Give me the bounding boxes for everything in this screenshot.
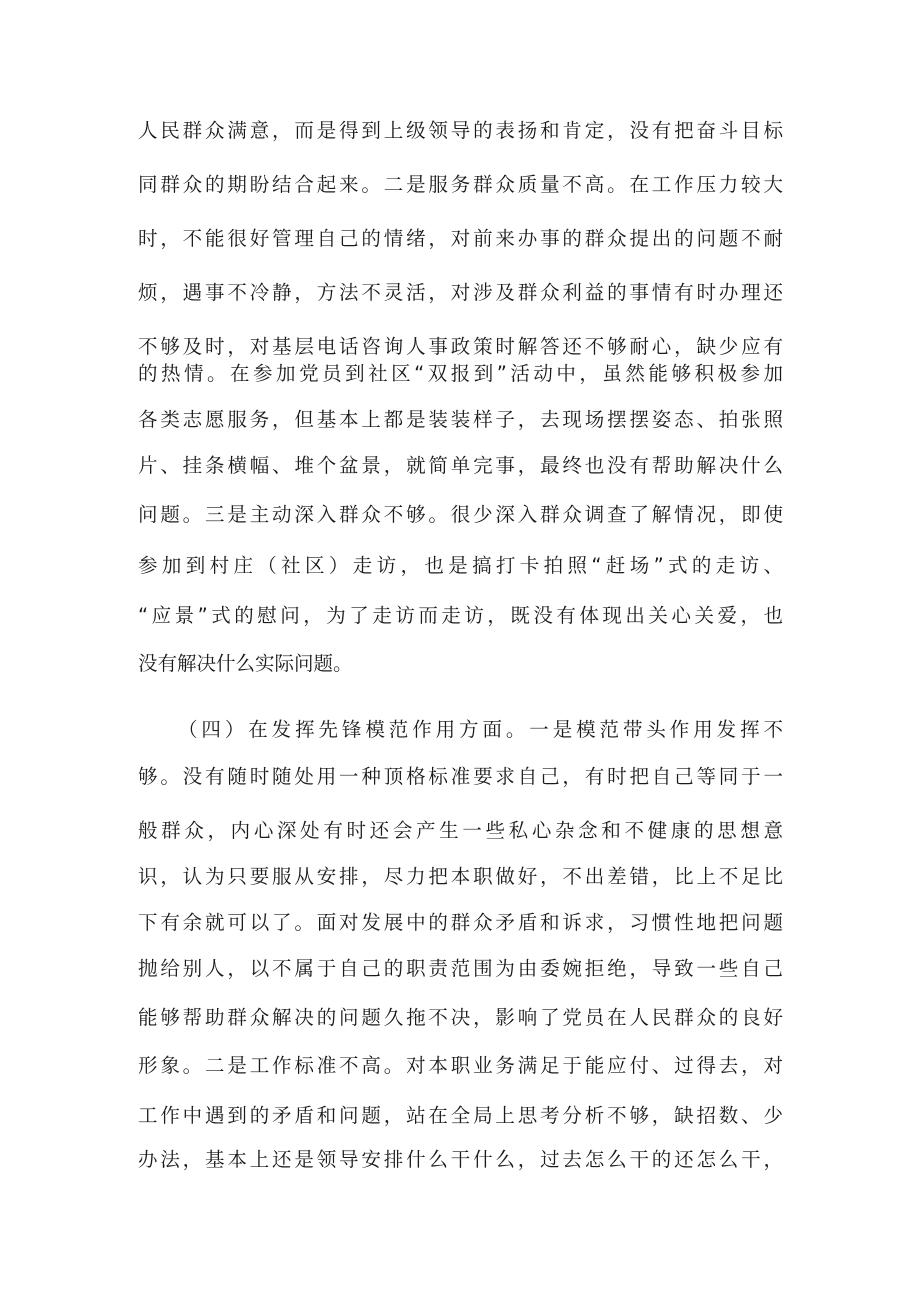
- text-line-1: 人民群众满意，而是得到上级领导的表扬和肯定，没有把奋斗目标: [138, 119, 783, 142]
- text-line-4: 烦，遇事不冷静，方法不灵活，对涉及群众利益的事情有时办理还: [138, 281, 783, 304]
- text-line-11: “应景”式的慰问，为了走访而走访，既没有体现出关心关爱，也: [138, 604, 783, 627]
- text-line-9: 问题。三是主动深入群众不够。很少深入群众调查了解情况，即使: [138, 503, 783, 526]
- text-line-12: 没有解决什么实际问题。: [138, 652, 353, 675]
- text-line-7: 各类志愿服务，但基本上都是装装样子，去现场摆摆姿态、拍张照: [138, 408, 783, 431]
- text-line-3: 时，不能很好管理自己的情绪，对前来办事的群众提出的问题不耐: [138, 227, 783, 250]
- text-line-15: 般群众，内心深处有时还会产生一些私心杂念和不健康的思想意: [138, 819, 783, 842]
- text-line-6: 的热情。在参加党员到社区“双报到”活动中，虽然能够积极参加: [138, 362, 783, 385]
- text-line-10: 参加到村庄（社区）走访，也是搞打卡拍照“赶场”式的走访、: [138, 554, 783, 577]
- text-line-5: 不够及时，对基层电话咨询人事政策时解答还不够耐心，缺少应有: [138, 335, 783, 358]
- text-line-14: 够。没有随时随处用一种顶格标准要求自己，有时把自己等同于一: [138, 765, 783, 788]
- text-line-19: 能够帮助群众解决的问题久拖不决，影响了党员在人民群众的良好: [138, 1006, 783, 1029]
- text-line-16: 识，认为只要服从安排，尽力把本职做好，不出差错，比上不足比: [138, 865, 783, 888]
- text-line-17: 下有余就可以了。面对发展中的群众矛盾和诉求，习惯性地把问题: [138, 911, 783, 934]
- section-four-heading-line: （四）在发挥先锋模范作用方面。一是模范带头作用发挥不: [178, 718, 783, 741]
- text-line-18: 抛给别人，以不属于自己的职责范围为由委婉拒绝，导致一些自己: [138, 957, 783, 980]
- text-line-20: 形象。二是工作标准不高。对本职业务满足于能应付、过得去，对: [138, 1054, 783, 1077]
- text-line-2: 同群众的期盼结合起来。二是服务群众质量不高。在工作压力较大: [138, 173, 783, 196]
- text-line-21: 工作中遇到的矛盾和问题，站在全局上思考分析不够，缺招数、少: [138, 1104, 783, 1127]
- text-line-8: 片、挂条横幅、堆个盆景，就简单完事，最终也没有帮助解决什么: [138, 454, 783, 477]
- text-line-22: 办法，基本上还是领导安排什么干什么，过去怎么干的还怎么干，: [138, 1148, 783, 1171]
